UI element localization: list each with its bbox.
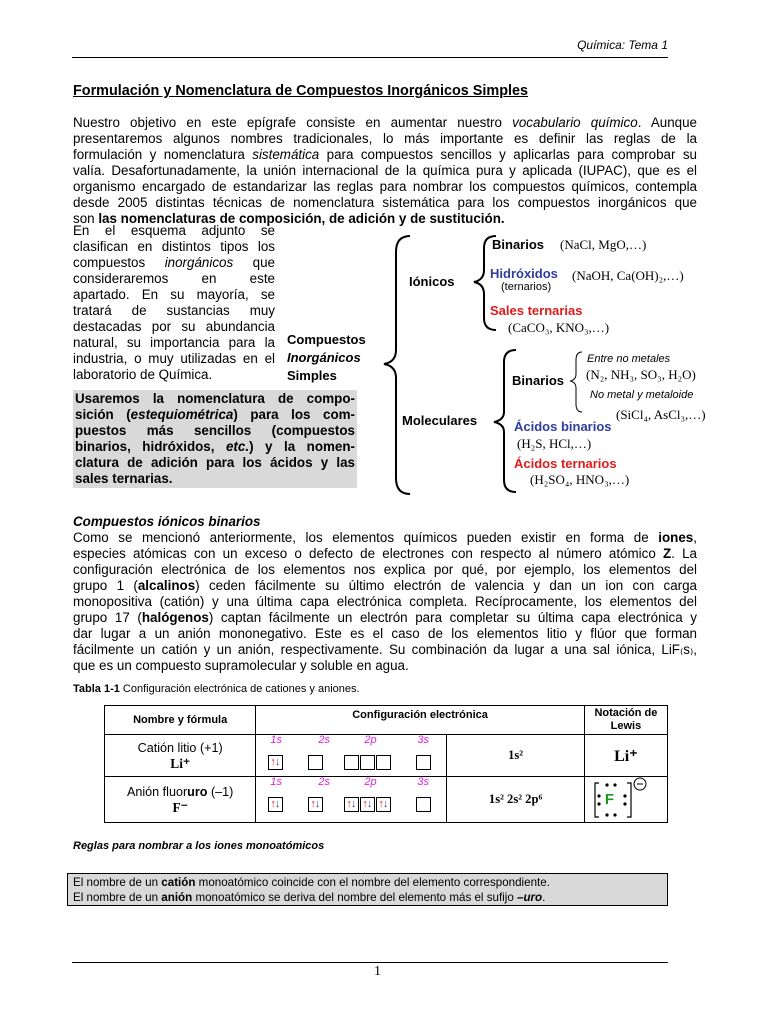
row1-formula: Li⁺ <box>170 755 191 771</box>
orbital-label: 2s <box>318 776 330 788</box>
orbital-box: ↑↓ <box>308 797 323 812</box>
ionic-binarios-label: Binarios <box>492 237 545 252</box>
entre-no-metales-label: Entre no metales <box>587 353 671 365</box>
moleculares-label: Moleculares <box>402 413 478 428</box>
intro-line: valía. Desafortunadamente, la unión internacional de la química pura y aplicada (IUPAC), que es el <box>73 163 697 178</box>
no-metal-metaloide-examples: (SiCl₄, AsCl₃,…) <box>616 407 706 422</box>
section-title: Compuestos iónicos binarios <box>73 514 261 529</box>
scheme-line: En el esquema adjunto se <box>73 223 275 238</box>
ionic-compounds-paragraph <box>73 530 697 674</box>
footer-rule <box>72 962 668 963</box>
root-line-3: Simples <box>287 368 337 383</box>
table-header-row <box>105 706 668 735</box>
scheme-line: tratará de sustancias muy <box>73 303 275 318</box>
orbital-box: ↑↓ <box>376 797 391 812</box>
paragraph-line: dar lugar a un anión mononegativo. Este es el caso de los elementos litio y flúor que forman <box>73 626 697 641</box>
orbital-label: 2s <box>318 734 330 746</box>
table-row <box>105 735 668 777</box>
scheme-line: consideraremos en este <box>73 271 275 286</box>
ionic-binarios-examples: (NaCl, MgO,…) <box>560 237 647 252</box>
scheme-line: laboratorio de Química. <box>73 367 213 382</box>
table-row <box>105 777 668 823</box>
scheme-line: compuestos inorgánicos que <box>73 255 275 270</box>
row2-lewis <box>584 777 667 823</box>
row2-formula: F⁻ <box>172 799 188 815</box>
highlight-line: puestos más sencillos (compuestos <box>75 423 355 438</box>
intro-line: Nuestro objetivo en este epígrafe consiste en aumentar nuestro vocabulario químico. Aunque <box>73 115 698 130</box>
orbital-label: 3s <box>417 776 429 788</box>
highlight-line: Usaremos la nomenclatura de compo- <box>75 391 355 406</box>
intro-line: son las nomenclaturas de composición, de adición y de sustitución. <box>73 211 505 226</box>
acidos-ternarios-label: Ácidos ternarios <box>514 456 617 471</box>
orbital-label: 1s <box>270 776 282 788</box>
row2-name-a: Anión fluor <box>126 784 188 799</box>
header-name: Nombre y fórmula <box>105 706 256 735</box>
orbital-box: ↑↓ <box>268 797 283 812</box>
highlight-line: sición (estequiométrica) para los com- <box>75 407 355 422</box>
paragraph-line: fácilmente un catión y un anión, respectivamente. Su combinación da lugar a una sal iónica, LiF₍s₎, <box>73 642 697 657</box>
intro-line: presentaremos algunos nombres tradicionales, lo más importante es definir las reglas de la <box>73 131 697 146</box>
scheme-line: apartado. En su mayoría, se <box>73 287 275 302</box>
scheme-line: natural, su importancia para la <box>73 335 275 350</box>
table-caption <box>73 683 360 695</box>
orbital-box: ↑↓ <box>268 755 283 770</box>
rules-title: Reglas para nombrar a los iones monoatómicos <box>73 840 325 852</box>
orbital-box <box>416 797 431 812</box>
paragraph-line: grupo 17 (halógenos) captan fácilmente un electrón para completar su última capa electrónica y <box>73 610 697 625</box>
row2-name-b: uro <box>187 784 208 799</box>
orbital-label: 2p <box>364 776 377 788</box>
sales-label: Sales ternarias <box>490 303 583 318</box>
intro-line: organismo encargado de estandarizar las reglas para nombrar los compuestos químicos, contempla <box>73 179 697 194</box>
intro-line: desde 2005 distintas técnicas de nomenclatura sistemática para los compuestos inorgánicos que <box>73 195 697 210</box>
row1-name: Catión litio (+1) <box>137 740 223 755</box>
rule-line: El nombre de un catión monoatómico coincide con el nombre del elemento correspondiente. <box>73 876 550 889</box>
rules-box <box>67 873 668 906</box>
paragraph-line: Como se mencionó anteriormente, los elementos químicos pueden existir en forma de iones, <box>73 530 697 545</box>
mol-binarios-label: Binarios <box>512 373 565 388</box>
paragraph-line: configuración electrónica de los elementos nos explica por qué, por ejemplo, los elementos del <box>73 562 697 577</box>
page-title: Formulación y Nomenclatura de Compuestos Inorgánicos Simples <box>73 83 528 99</box>
lewis-structure <box>585 777 666 823</box>
rule-line: El nombre de un anión monoatómico se deriva del nombre del elemento más el sufijo –uro. <box>73 891 546 904</box>
scheme-line: industria, o muy utilizadas en el <box>73 351 275 366</box>
orbital-box <box>308 755 323 770</box>
acidos-ternarios-examples: (H₂SO₄, HNO₃,…) <box>530 472 630 487</box>
orbital-box <box>344 755 359 770</box>
paragraph-line: especies atómicas con un exceso o defecto de electrones con respecto al número atómico Z. La <box>73 546 697 561</box>
row1-lewis: Li⁺ <box>584 735 667 777</box>
classification-diagram <box>0 0 768 510</box>
row2-name-cell <box>105 777 256 823</box>
root-line-2: Inorgánicos <box>287 350 361 365</box>
orbital-label: 3s <box>417 734 429 746</box>
orbital-label: 2p <box>364 734 377 746</box>
paragraph-line: que es un compuesto supramolecular y soluble en agua. <box>73 658 409 673</box>
hidroxidos-label: Hidróxidos <box>490 266 558 281</box>
diagram-root <box>287 331 366 385</box>
highlight-line: clatura de adición para los ácidos y las <box>75 455 355 470</box>
row2-name-c: (–1) <box>207 784 234 799</box>
header-lewis-text: Notación de Lewis <box>594 707 658 732</box>
acidos-binarios-label: Ácidos binarios <box>514 419 612 434</box>
row1-config: 1s² <box>447 735 585 777</box>
orbital-box <box>416 755 431 770</box>
orbital-label: 1s <box>270 734 282 746</box>
lewis-symbol: F <box>604 791 614 808</box>
root-line-1: Compuestos <box>287 332 366 347</box>
diagram-braces <box>0 0 768 510</box>
orbital-box: ↑↓ <box>344 797 359 812</box>
paragraph-line: monopositiva (catión) y una última capa electrónica completa. Recíprocamente, los elementos del <box>73 594 697 609</box>
sales-examples: (CaCO₃, KNO₃,…) <box>508 320 610 335</box>
highlight-line: sales ternarias. <box>75 471 173 486</box>
page-header: Química: Tema 1 <box>577 38 668 52</box>
ternarios-note: (ternarios) <box>501 281 552 293</box>
row1-orbitals <box>256 735 447 777</box>
paragraph-line: grupo 1 (alcalinos) ceden fácilmente su último electrón de valencia y dan un ion con carga <box>73 578 697 593</box>
row1-name-cell <box>105 735 256 777</box>
caption-label: Tabla 1-1 <box>73 683 120 695</box>
orbital-box <box>360 755 375 770</box>
ionicos-label: Iónicos <box>409 274 455 289</box>
scheme-line: destacadas por su abundancia <box>73 319 275 334</box>
entre-no-metales-examples: (N₂, NH₃, SO₃, H₂O) <box>586 367 696 382</box>
intro-line: formulación y nomenclatura sistemática para compuestos sencillos y aplicarlas para comprobar su <box>73 147 697 162</box>
header-config: Configuración electrónica <box>256 706 585 735</box>
hidroxidos-examples: (NaOH, Ca(OH)₂,…) <box>572 268 684 283</box>
row2-orbitals <box>256 777 447 823</box>
row2-config: 1s² 2s² 2p⁶ <box>447 777 585 823</box>
orbital-box <box>376 755 391 770</box>
electron-config-table <box>104 705 668 823</box>
no-metal-metaloide-label: No metal y metaloide <box>590 389 694 401</box>
highlight-line: binarios, hidróxidos, etc.) y la nomen- <box>75 439 355 454</box>
orbital-box: ↑↓ <box>360 797 375 812</box>
scheme-line: clasifican en distintos tipos los <box>73 239 275 254</box>
row2-name <box>106 784 254 800</box>
acidos-binarios-examples: (H₂S, HCl,…) <box>517 436 592 451</box>
page-number: 1 <box>374 964 381 979</box>
caption-text: Configuración electrónica de cationes y aniones. <box>119 683 360 695</box>
header-lewis <box>584 706 667 735</box>
